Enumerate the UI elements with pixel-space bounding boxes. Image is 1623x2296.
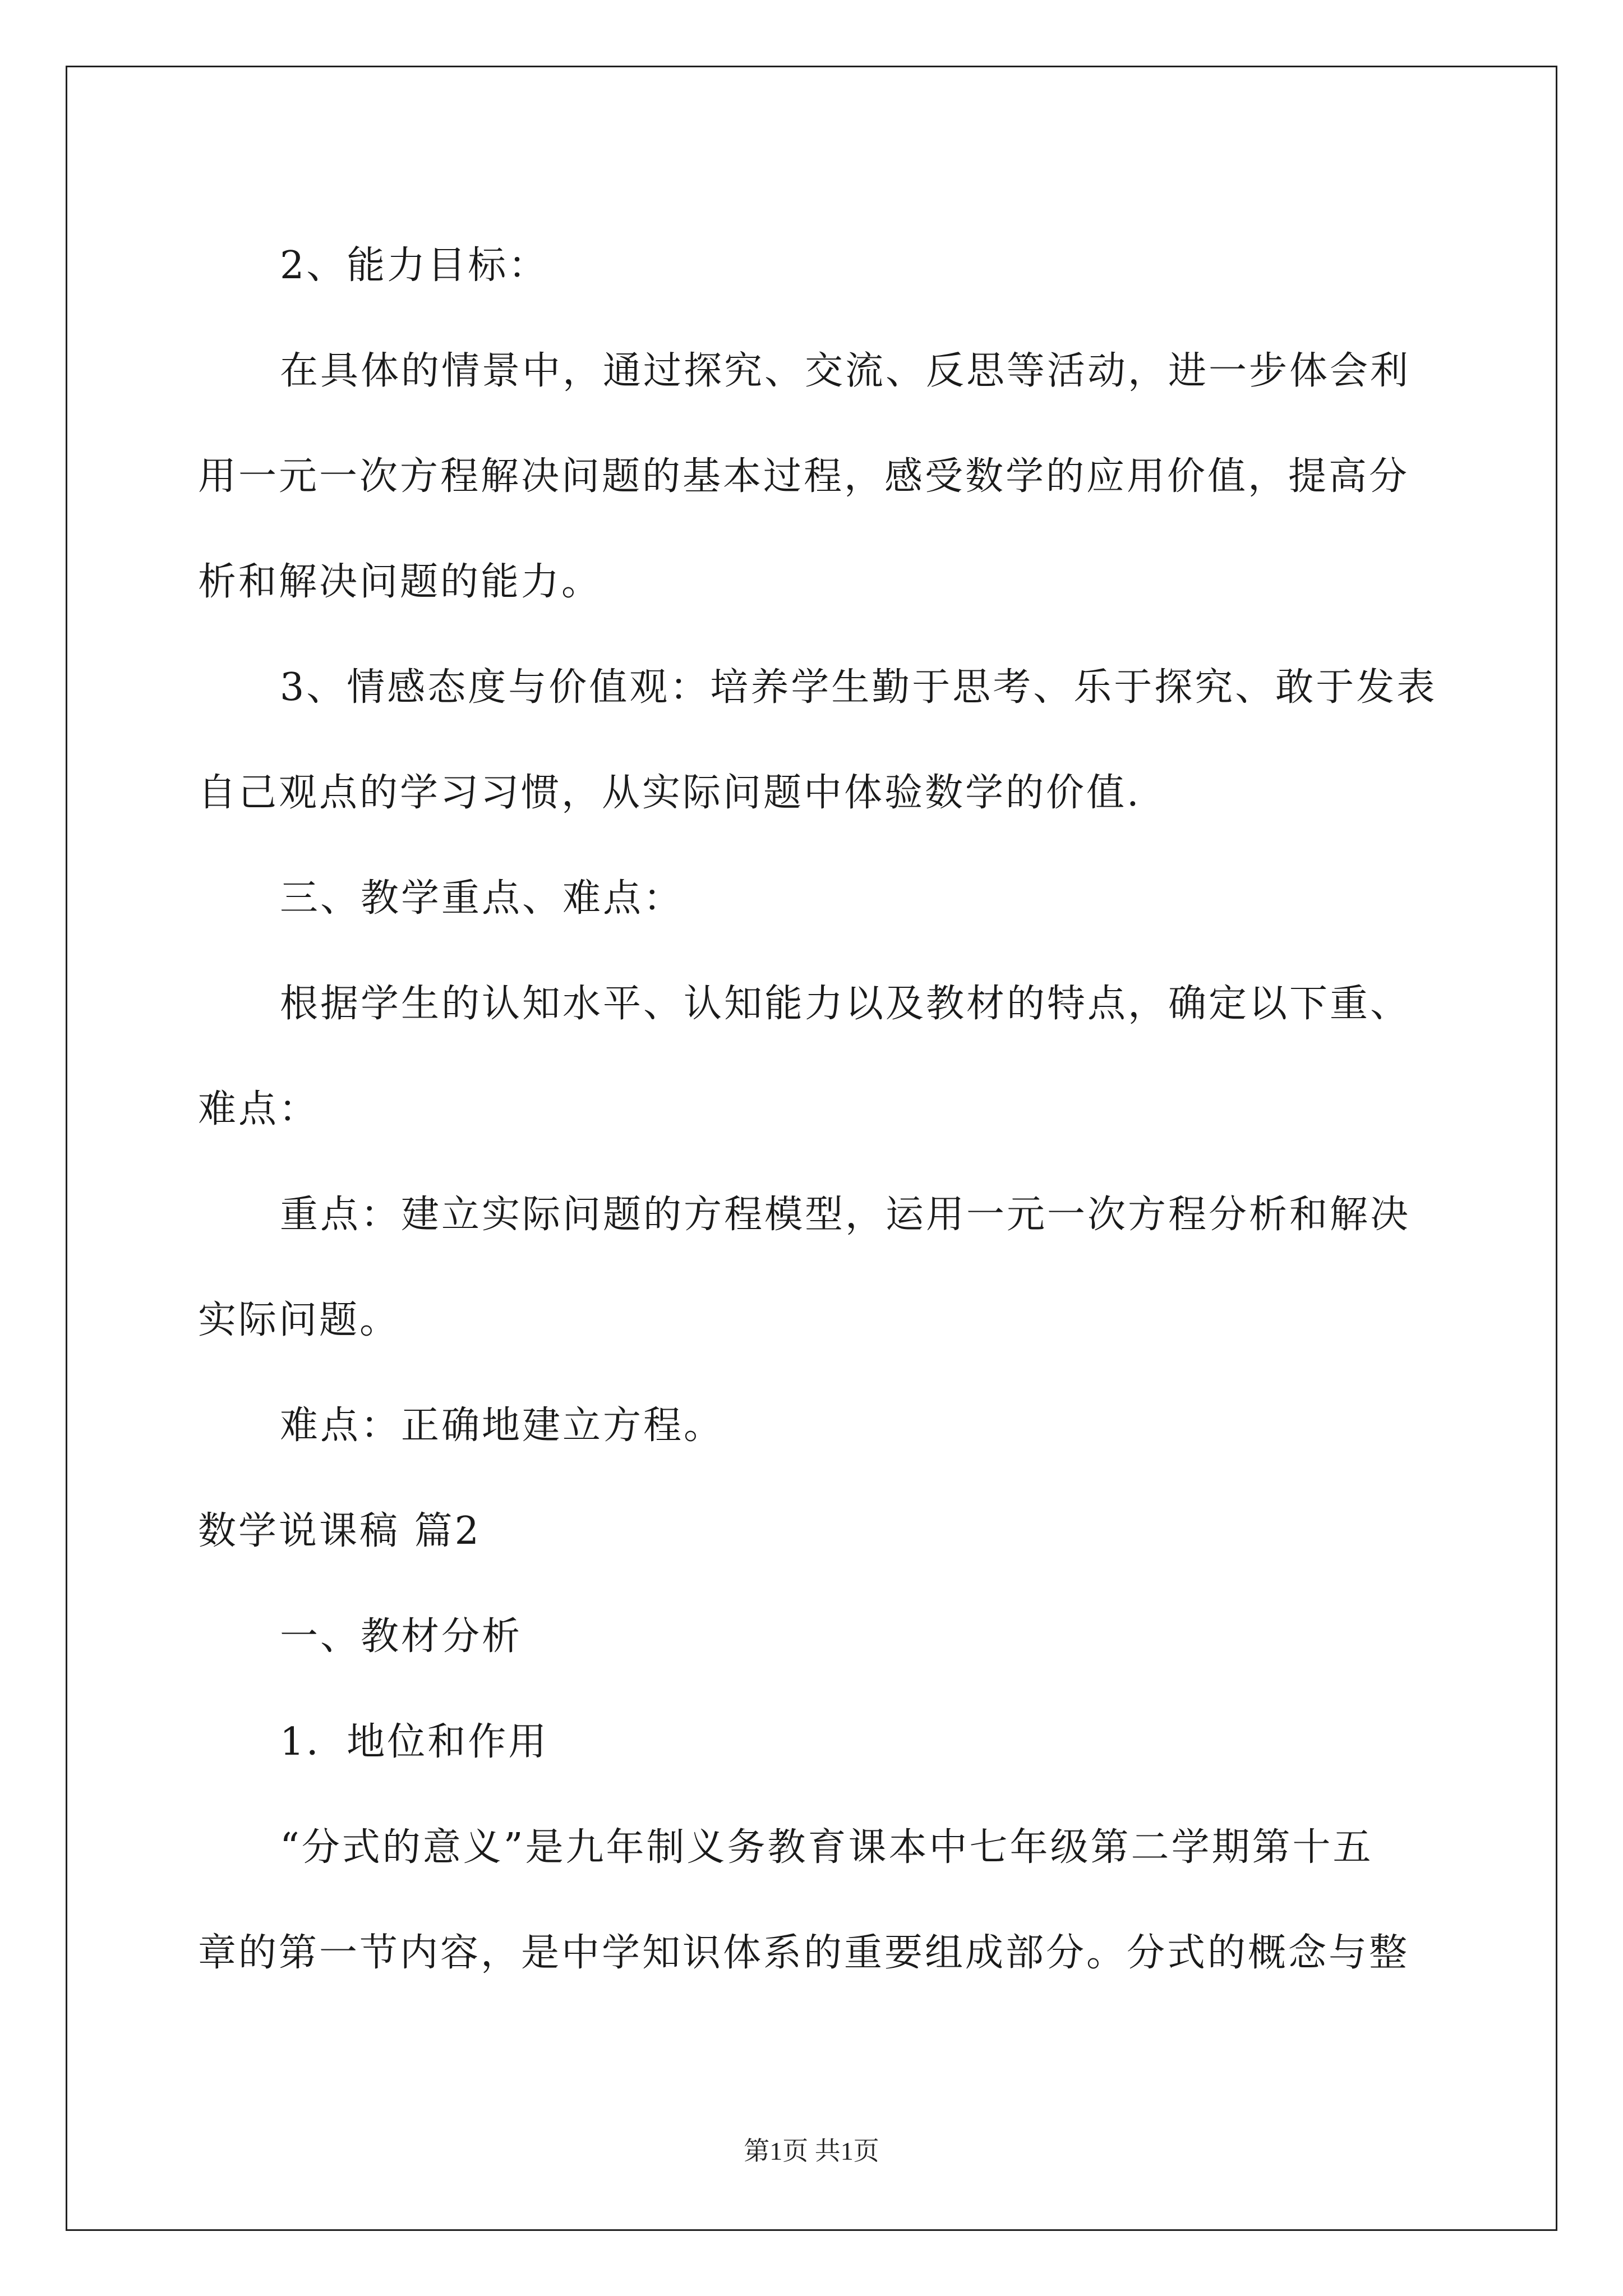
subsection-heading: 1．地位和作用	[280, 1720, 549, 1764]
section-heading: 一、教材分析	[280, 1614, 523, 1659]
paragraph-line: 重点：建立实际问题的方程模型，运用一元一次方程分析和解决	[280, 1193, 1411, 1237]
page-footer: 第1页 共1页	[744, 2137, 879, 2165]
paragraph-line: 难点：正确地建立方程。	[280, 1404, 725, 1448]
document-body	[198, 213, 1437, 2006]
paragraph-line: 难点：	[198, 1087, 320, 1131]
paragraph-line: “分式的意义”是九年制义务教育课本中七年级第二学期第十五	[280, 1825, 1373, 1870]
paragraph-line: 在具体的情景中，通过探究、交流、反思等活动，进一步体会利	[280, 349, 1411, 393]
paragraph-line: 用一元一次方程解决问题的基本过程，感受数学的应用价值，提高分	[198, 454, 1410, 499]
paragraph-line: 2、能力目标：	[280, 243, 549, 288]
paragraph-line: 析和解决问题的能力。	[198, 560, 602, 604]
paragraph-line: 根据学生的认知水平、认知能力以及教材的特点，确定以下重、	[280, 982, 1411, 1026]
section-heading: 三、教学重点、难点：	[280, 876, 684, 921]
paragraph-line: 实际问题。	[198, 1298, 400, 1342]
document-section-title: 数学说课稿 篇2	[198, 1509, 481, 1553]
paragraph-line: 3、情感态度与价值观：培养学生勤于思考、乐于探究、敢于发表	[280, 665, 1437, 710]
paragraph-line: 自己观点的学习习惯，从实际问题中体验数学的价值.	[198, 771, 1141, 815]
paragraph-line: 章的第一节内容，是中学知识体系的重要组成部分。分式的概念与整	[198, 1931, 1410, 1975]
